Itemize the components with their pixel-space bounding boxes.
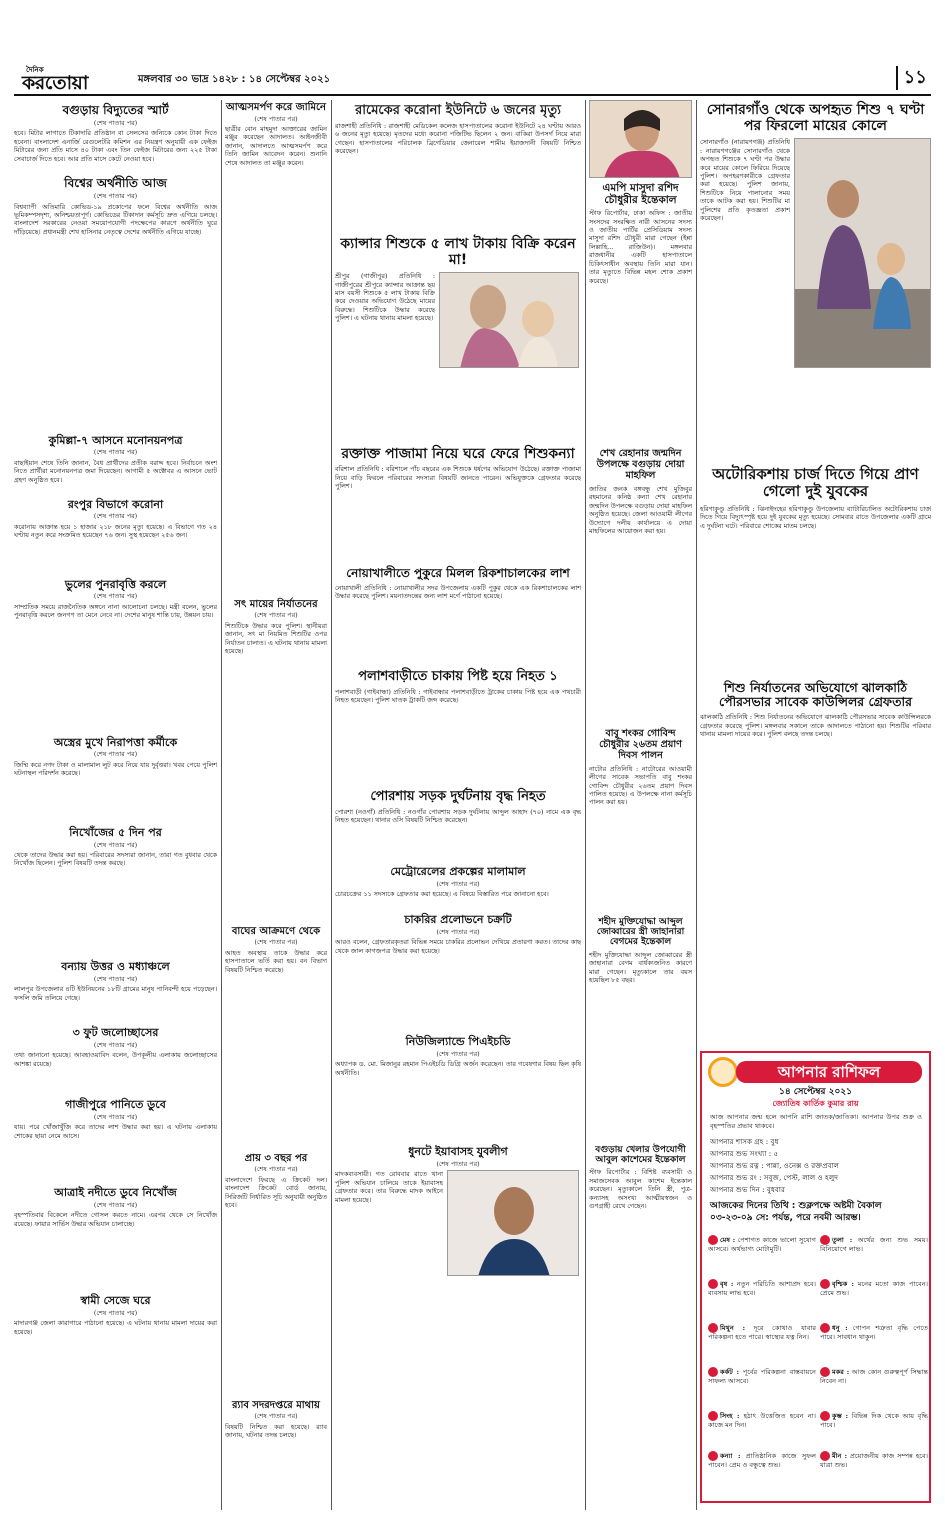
story-body: সোনারগাঁও (নারায়ণগঞ্জ) প্রতিনিধি : নারায়ণগঞ্জের সোনারগাঁও থেকে অপহৃত শিশুকে ৭ ঘণ্টা পর উদ্ধার করে মায়ের কোলে ফিরিয়ে দিয়েছে পুলিশ। অপহরণকারীকে গ্রেফতার করা হয়েছে। পুলিশ জানায়, শিশুটিকে নিয়ে পালানোর সময় তাকে আটক করা হয়। শিশুটির মা পুলিশের প্রতি কৃতজ্ঞতা প্রকাশ করেছেন। bbox=[700, 138, 790, 223]
continued-note: (শেষ পাতার পর) bbox=[93, 974, 138, 983]
headline: এমপি মাসুদা রশিদ চৌধুরীর ইন্তেকাল bbox=[602, 182, 679, 207]
page-number: ১১ bbox=[896, 66, 927, 90]
continued-note: (শেষ পাতার পর) bbox=[254, 1412, 298, 1421]
story-body: বিশ্বব্যাপী অতিমারি কোভিড-১৯ প্রকোপের ফলে বিশ্বের অর্থনীতি আজ ভূমিকম্পসদৃশ্য, অনিশ্চয়তাপূর্ণ। কোভিডের টিকাদান কর্মসূচি দ্রুত এগিয়ে চলছে। বাংলাদেশ সরকারের নেওয়া সময়োপযোগী পদক্ষেপের কারণে অর্থনীতি ঘুরে দাঁড়িয়েছে। প্রধানমন্ত্রী শেখ হাসিনার নেতৃত্বে দেশের অর্থনীতি এগিয়ে যাচ্ছে। bbox=[14, 202, 217, 236]
mother-child-photo bbox=[439, 272, 579, 368]
continued-note: (শেষ পাতার পর) bbox=[93, 192, 138, 201]
logo-daily: দৈনিক bbox=[26, 66, 44, 74]
horoscope-row bbox=[710, 1173, 838, 1183]
story-body: লালপুর উপজেলার ৪টি ইউনিয়নের ১৮টি গ্রামের মানুষ পানিবন্দী হয়ে পড়েছেন। ফসলি জমি তলিয়ে গেছে। bbox=[14, 985, 217, 1002]
story-body: মাদারগঞ্জ জেলা কারাগারে পাঠানো হয়েছে। এ ঘটনায় থানায় মামলা দায়ের করা হয়েছে। bbox=[14, 1319, 217, 1336]
row-value: : বুধবার bbox=[762, 1185, 785, 1194]
leo-icon bbox=[708, 1411, 718, 1421]
row-key: আপনার শুভ রত্ন bbox=[710, 1161, 759, 1170]
headline: মেট্রোরেলের প্রকল্পের মালামাল bbox=[390, 864, 526, 878]
sign-name: বৃষ : bbox=[720, 1280, 734, 1288]
headline: র‌্যাব সদরদপ্তরে মাথায় bbox=[232, 1399, 320, 1411]
headline: রংপুর বিভাগে করোনা bbox=[67, 497, 164, 511]
headline: গাজীপুরে পানিতে ডুবে bbox=[65, 1098, 166, 1112]
sign-name: কুম্ভ : bbox=[832, 1412, 849, 1420]
sign-text: প্রয়োজনীয় কাজ সম্পন্ন হবে। যাত্রা শুভ। bbox=[820, 1452, 928, 1469]
sign-entry bbox=[708, 1279, 816, 1297]
sign-entry bbox=[820, 1367, 928, 1385]
sign-name: মেষ : bbox=[720, 1236, 736, 1244]
sign-name: ধনু : bbox=[832, 1324, 848, 1332]
story-body: রাজশাহী প্রতিনিধি : রাজশাহী মেডিকেল কলেজ হাসপাতালের করোনা ইউনিটে ২৪ ঘণ্টায় আরও ৬ জনের মৃত্যু হয়েছে। মৃতদের মধ্যে করোনা পজিটিভ ছিলেন ২ জন। বাকিরা উপসর্গ নিয়ে মারা গেছেন। হাসপাতালের পরিচালক ব্রিগেডিয়ার জেনারেল শামীম ইয়াজদানী বিষয়টি নিশ্চিত করেছেন। bbox=[335, 121, 581, 156]
headline: শিশু নির্যাতনের অভিযোগে ঝালকাঠি পৌরসভার সাবেক কাউন্সিলর গ্রেফতার bbox=[719, 679, 912, 710]
sign-text: আজ কোন গুরুত্বপূর্ণ সিদ্ধান্ত নিবেন না। bbox=[820, 1368, 928, 1385]
sign-entry bbox=[708, 1367, 816, 1385]
story-body: মাদকব্যবসায়ী। গত রোববার রাতে থানা পুলিশ অভিযান চালিয়ে তাকে ইয়াবাসহ গ্রেফতার করে। তার বিরুদ্ধে মাদক আইনে মামলা হয়েছে। bbox=[335, 1170, 443, 1204]
headline: স্বামী সেজে ঘরে bbox=[80, 1294, 151, 1308]
story-body: জিম্মি করে নগদ টাকা ও মালামাল লুট করে নিয়ে যায় দুর্বৃত্তরা। খবর পেয়ে পুলিশ ঘটনাস্থল পরিদর্শন করেছে। bbox=[14, 760, 217, 778]
story-body: নাটোর প্রতিনিধি : নাটোরের আওয়ামী লীগের সাবেক সভাপতি বাবু শংকর গোবিন্দ চৌধুরীর ২৬তম প্রয়াণ দিবস পালিত হয়েছে। এ উপলক্ষে নানা কর্মসূচি পালন করা হয়। bbox=[589, 764, 692, 807]
continued-note: (শেষ পাতার পর) bbox=[93, 118, 138, 127]
story-body: আরও বলেন, গ্রেফতারকৃতরা বিভিন্ন সময়ে চাকরির প্রলোভন দেখিয়ে প্রতারণা করত। তাদের কাছ থেকে জাল কাগজপত্র উদ্ধার করা হয়েছে। bbox=[335, 938, 581, 955]
story-body: বরিশাল প্রতিনিধি : বরিশালে পাঁচ বছরের এক শিশুকে ধর্ষণের অভিযোগ উঠেছে। রক্তাক্ত পাজামা নিয়ে বাড়ি ফিরলে পরিবারের সদস্যরা বিষয়টি জানতে পারেন। অভিযুক্তকে গ্রেফতার করেছে পুলিশ। bbox=[335, 465, 581, 491]
story-body: সাম্প্রতিক সময়ে রাজনৈতিক অঙ্গনে নানা আলোচনা চলছে। মন্ত্রী বলেন, ভুলের পুনরাবৃত্তি করলে জনগণ তা মেনে নেবে না। দেশের মানুষ শান্তি চায়, উন্নয়ন চায়। bbox=[14, 602, 217, 620]
story-body: ঝালকাঠি প্রতিনিধি : শিশু নির্যাতনের অভিযোগে ঝালকাঠি পৌরসভার সাবেক কাউন্সিলরকে গ্রেফতার করেছে পুলিশ। মঙ্গলবার সকালে তাকে আদালতে পাঠানো হয়। শিশুটির পরিবার থানায় মামলা দায়ের করে। পুলিশ বলছে তদন্ত চলছে। bbox=[700, 713, 931, 739]
story-body: বাছাইয়ান শেষে তিনি জানান, বৈধ প্রার্থীদের প্রতীক বরাদ্দ হবে। নির্বাচনে অংশ নিতে প্রার্থীরা মনোনয়নপত্র জমা দিয়েছেন। আগামী ৫ অক্টোবর এ আসনে ভোট গ্রহণ অনুষ্ঠিত হবে। bbox=[14, 458, 217, 484]
sign-text: হঠাৎ উত্তেজিত হবেন না। কাজে মন দিন। bbox=[708, 1412, 816, 1429]
story-body: পলাশবাড়ী (গাইবান্ধা) প্রতিনিধি : গাইবান্ধার পলাশবাড়ীতে ট্রাকের চাকায় পিষ্ট হয়ে এক পথচারী নিহত হয়েছেন। পুলিশ ঘাতক ট্রাকটি জব্দ করেছে। bbox=[335, 687, 581, 705]
continued-note: (শেষ পাতার পর) bbox=[254, 1165, 298, 1174]
story-body: বিষয়টি নিশ্চিত করা হয়েছে। র‌্যাব জানায়, ঘটনার তদন্ত চলছে। bbox=[225, 1422, 327, 1440]
taurus-icon bbox=[708, 1279, 718, 1289]
story-body: থেকে তাদের উদ্ধার করা হয়। পরিবারের সদস্যরা জানান, তারা গত বুধবার থেকে নিখোঁজ ছিলেন। পুলিশ বিষয়টি তদন্ত করছে। bbox=[14, 850, 217, 868]
mp-portrait-photo bbox=[589, 100, 692, 178]
horoscope-row bbox=[710, 1185, 785, 1195]
headline: আত্রাই নদীতে ডুবে নিখোঁজ bbox=[54, 1186, 177, 1200]
row-key: আপনার শুভ রং bbox=[710, 1173, 757, 1182]
story-body: পোরশা (নওগাঁ) প্রতিনিধি : নওগাঁর পোরশায় সড়ক দুর্ঘটনায় আব্দুল আহাদ (৭০) নামে এক বৃদ্ধ নিহত হয়েছেন। থানার ওসি বিষয়টি নিশ্চিত করেছেন। bbox=[335, 807, 581, 825]
headline: বিশ্বের অর্থনীতি আজ bbox=[64, 176, 167, 191]
headline: ৩ ফুট জলোচ্ছাসের bbox=[72, 1026, 159, 1040]
headline: বাবু শংকর গোবিন্দ চৌধুরীর ২৬তম প্রয়াণ দিবস পালন bbox=[599, 727, 682, 761]
story-body: শহীদ মুক্তিযোদ্ধা আব্দুল জোব্বারের স্ত্রী জাহানারা বেগম বার্ধক্যজনিত কারণে মারা গেছেন। মৃত্যুকালে তার বয়স হয়েছিল ৮৫ বছর। bbox=[589, 950, 692, 985]
sign-entry bbox=[708, 1235, 816, 1253]
row-key: আপনার শুভ দিন bbox=[710, 1185, 760, 1194]
story-body: শ্রীপুর (গাজীপুর) প্রতিনিধি : গাজীপুরের শ্রীপুরে ক্যান্সার আক্রান্ত ছয় মাস বয়সী শিশুকে ৫ লাখ টাকায় বিক্রি করে দেওয়ার অভিযোগ উঠেছে মায়ের বিরুদ্ধে। শিশুটিকে উদ্ধার করেছে পুলিশ। এ ঘটনায় থানায় মামলা হয়েছে। bbox=[335, 272, 435, 323]
horoscope-row bbox=[710, 1161, 839, 1171]
continued-note: (শেষ পাতার পর) bbox=[93, 448, 138, 457]
child-rescue-photo bbox=[794, 138, 931, 368]
headline: প্রায় ৩ বছর পর bbox=[244, 1152, 308, 1164]
continued-note: (শেষ পাতার পর) bbox=[93, 592, 138, 601]
headline: বন্যায় উত্তর ও মধ্যাঞ্চলে bbox=[61, 959, 170, 973]
horoscope-intro: আজ আপনার জন্ম হলে আপনি রাশি জাতক/জাতিকা। আপনার উপর শুক্র ও বৃহস্পতির প্রভাব থাকবে। bbox=[710, 1113, 922, 1130]
continued-note: (শেষ পাতার পর) bbox=[254, 938, 298, 947]
continued-note: (শেষ পাতার পর) bbox=[436, 1159, 480, 1168]
sign-text: পেশাগত কাজে ভালো সুযোগ আসবে। অর্থভাগ্য মোটামুটি। bbox=[708, 1236, 816, 1253]
zodiac-wheel-icon bbox=[708, 1057, 738, 1087]
story-body: বাংলাদেশে ফিরছে এ ক্রিকেট দল। বাংলাদেশ ক্রিকেট বোর্ড জানায়, সিরিজটি নির্ধারিত সূচি অনুযায়ী অনুষ্ঠিত হবে। bbox=[225, 1175, 327, 1210]
row-value: : পান্না, ওনেক্স ও রক্তপ্রবাল bbox=[761, 1161, 840, 1170]
sign-text: প্রাতিষ্ঠানিক কাজে সুফল পাবেন। প্রেম ও বন্ধুত্বে শুভ। bbox=[708, 1452, 816, 1469]
aries-icon bbox=[708, 1235, 718, 1245]
sign-entry bbox=[820, 1323, 928, 1341]
capricorn-icon bbox=[820, 1367, 830, 1377]
story-block bbox=[335, 1170, 581, 1278]
sign-name: বৃশ্চিক : bbox=[832, 1280, 854, 1288]
story-body: যায়। পরে খোঁজাখুঁজি করে তাদের লাশ উদ্ধার করা হয়। এ ঘটনায় এলাকায় শোকের ছায়া নেমে আসে। bbox=[14, 1123, 217, 1140]
headline: অটোরিকশায় চার্জ দিতে গিয়ে প্রাণ গেলো দুই যুবকের bbox=[712, 465, 919, 501]
story-body: নোয়াখালী প্রতিনিধি : নোয়াখালীর সদর উপজেলায় একটি পুকুর থেকে এক রিকশাচালকের লাশ উদ্ধার করেছে পুলিশ। ময়নাতদন্তের জন্য লাশ মর্গে পাঠানো হয়েছে। bbox=[335, 584, 581, 601]
column-rule bbox=[331, 100, 332, 1510]
column-3 bbox=[335, 100, 581, 1510]
column-1 bbox=[14, 100, 217, 1510]
sign-text: দূরে কোথাও যাবার পরিকল্পনা হতে পারে। স্বাস্থ্যের যত্ন নিন। bbox=[708, 1324, 816, 1341]
row-key: আপনার শুভ সংখ্যা bbox=[710, 1149, 767, 1158]
portrait-photo bbox=[447, 1170, 579, 1276]
story-body: জাতির জনক বঙ্গবন্ধু শেখ মুজিবুর রহমানের কনিষ্ঠ কন্যা শেখ রেহানার জন্মদিন উপলক্ষে বগুড়ায় দোয়া মাহফিল অনুষ্ঠিত হয়েছে। জেলা আওয়ামী লীগের উদ্যোগে দলীয় কার্যালয়ে এ দোয়া মাহফিলের আয়োজন করা হয়। bbox=[589, 484, 692, 536]
column-rule bbox=[696, 100, 697, 1510]
tithi-line: আজকের দিনের তিথি : শুক্লপক্ষে অষ্টমী বৈকাল ০৩-২৩-০৯ সে: পর্যন্ত, পরে নবমী আরম্ভ। bbox=[710, 1201, 882, 1223]
headline: বগুড়ায় খেলার উপযোগী আবুল কাশেমের ইন্তেকাল bbox=[595, 1144, 686, 1166]
column-rule bbox=[221, 100, 222, 1510]
sign-text: পূর্বের পরিকল্পনা বাস্তবায়নে সাফল্য আসবে। bbox=[708, 1368, 816, 1385]
headline: সোনারগাঁও থেকে অপহৃত শিশু ৭ ঘণ্টা পর ফিরলো মায়ের কোলে bbox=[706, 102, 925, 135]
story-body: করোনায় আক্রান্ত হয়ে ১ হাজার ২১৮ জনের মৃত্যু হয়েছে। এ বিভাগে গত ২৪ ঘণ্টায় নতুন করে সংক্রমিত হয়েছেন ৭৬ জন। সুস্থ হয়েছেন ২৫৬ জন। bbox=[14, 522, 217, 540]
story-block bbox=[335, 272, 581, 442]
sign-name: মীন : bbox=[832, 1452, 848, 1460]
row-value: : সবুজ, পেস্ট, লাল ও হলুদ bbox=[759, 1173, 838, 1182]
sign-entry bbox=[820, 1235, 928, 1253]
sign-name: তুলা : bbox=[832, 1236, 853, 1244]
horoscope-box bbox=[700, 1051, 931, 1503]
continued-note: (শেষ পাতার পর) bbox=[254, 114, 298, 123]
sign-entry bbox=[820, 1279, 928, 1297]
continued-note: (শেষ পাতার পর) bbox=[436, 1049, 480, 1058]
sign-text: বিভিন্ন দিক থেকে আয় বৃদ্ধি পাবে। bbox=[820, 1412, 928, 1429]
logo-title: করতোয়া bbox=[22, 72, 88, 94]
column-rule bbox=[585, 100, 586, 1510]
row-key: আপনার শাসক গ্রহ bbox=[710, 1137, 764, 1146]
story-body: স্টাফ রিপোর্টার : বিশিষ্ট ব্যবসায়ী ও সমাজসেবক আবুল কাশেম ইন্তেকাল করেছেন। মৃত্যুকালে তিনি স্ত্রী, পুত্র-কন্যাসহ অসংখ্য আত্মীয়স্বজন ও গুণগ্রাহী রেখে গেছেন। bbox=[589, 1168, 692, 1211]
headline: বাঘের আক্রমণে থেকে bbox=[231, 925, 321, 937]
horoscope-date: ১৪ সেপ্টেম্বর ২০২১ bbox=[778, 1087, 852, 1097]
story-body: হবে। মিটার লাগাতে টিকাদারি প্রতিষ্ঠান বা সেলসের জন্যিকে কোন টাকা দিতে হবেনা। বাংলাদেশ এনার্জি রেগুলেটরি কমিশন এর নিয়ন্ত্রণ অনুযায়ী এক ফেইজ মিটারের জন্য প্রতি মাসে ৪০ টাকা এবং তিন ফেইজ মিটারের জন্য ২২৫ টাকা সেবাচার্জ দিতে হবে। আর প্রতি মাসে কেটে নেওয়া হবে। bbox=[14, 129, 217, 163]
story-body: অধ্যাপক ড. মো. মিজানুর রহমান পিএইচডি ডিগ্রি অর্জন করেছেন। তার গবেষণার বিষয় ছিল কৃষি অর্থনীতি। bbox=[335, 1060, 581, 1077]
column-5 bbox=[700, 100, 931, 1048]
horoscope-row bbox=[710, 1137, 778, 1147]
sign-text: মনের মতো কাজ পাবেন। প্রেমে শুভ। bbox=[820, 1280, 928, 1297]
headline: সৎ মায়ের নির্যাতনের bbox=[234, 598, 318, 610]
headline: চাকরির প্রলোভনে চক্রটি bbox=[404, 912, 512, 926]
horoscope-banner: আপনার রাশিফল bbox=[736, 1061, 922, 1083]
continued-note: (শেষ পাতার পর) bbox=[93, 750, 138, 759]
headline: নোয়াখালীতে পুকুরে মিলল রিকশাচালকের লাশ bbox=[346, 566, 570, 581]
column-4 bbox=[589, 100, 692, 1510]
headline: কুমিল্লা-৭ আসনে মনোনয়নপত্র bbox=[48, 433, 183, 447]
headline: রক্তাক্ত পাজামা নিয়ে ঘরে ফেরে শিশুকন্যা bbox=[341, 446, 575, 463]
pisces-icon bbox=[820, 1451, 830, 1461]
continued-note: (শেষ পাতার পর) bbox=[254, 611, 298, 620]
headline: আত্মসমর্পণ করে জামিনে bbox=[225, 102, 327, 113]
headline: শেখ রেহানার জন্মদিন উপলক্ষে বগুড়ায় দোয়া মাহফিল bbox=[596, 448, 685, 481]
newspaper-logo bbox=[22, 66, 132, 94]
headline: পোরশায় সড়ক দুর্ঘটনায় বৃদ্ধ নিহত bbox=[370, 788, 546, 804]
cancer-icon bbox=[708, 1367, 718, 1377]
continued-note: (শেষ পাতার পর) bbox=[93, 1200, 138, 1209]
headline: বগুড়ায় বিদ্যুতের স্মার্ট bbox=[62, 103, 169, 117]
continued-note: (শেষ পাতার পর) bbox=[93, 840, 138, 849]
continued-note: (শেষ পাতার পর) bbox=[93, 1308, 138, 1317]
sign-entry bbox=[820, 1451, 928, 1469]
row-value: : ৫ bbox=[768, 1149, 779, 1158]
story-body: তথ্য জানানো হয়েছে। আবহাওয়াবিদ বলেন, উপকূলীয় এলাকায় জলোচ্ছাসের আশঙ্কা রয়েছে। bbox=[14, 1051, 217, 1068]
virgo-icon bbox=[708, 1451, 718, 1461]
headline: অস্ত্রের মুখে নিরাপত্তা কর্মীকে bbox=[53, 735, 178, 749]
headline: ভুলের পুনরাবৃত্তি করলে bbox=[64, 577, 167, 591]
sign-text: নতুন পরিচিতি আশাপ্রদ হবে। ব্যবসায় লাভ হবে। bbox=[708, 1280, 816, 1297]
sign-name: কর্কট : bbox=[720, 1368, 740, 1376]
masthead bbox=[14, 62, 931, 96]
headline: নিউজিল্যান্ডে পিএইচডি bbox=[405, 1035, 511, 1049]
continued-note: (শেষ পাতার পর) bbox=[93, 1040, 138, 1049]
sign-name: কন্যা : bbox=[720, 1452, 741, 1460]
gemini-icon bbox=[708, 1323, 718, 1333]
sign-name: মিথুন : bbox=[720, 1324, 746, 1332]
story-body: আহত অবস্থায় তাকে উদ্ধার করে হাসপাতালে ভর্তি করা হয়। বন বিভাগ বিষয়টি নিশ্চিত করেছে। bbox=[225, 948, 327, 974]
scorpio-icon bbox=[820, 1279, 830, 1289]
column-2 bbox=[225, 100, 327, 1510]
headline: নিখোঁজের ৫ দিন পর bbox=[69, 825, 162, 839]
sign-entry bbox=[708, 1451, 816, 1469]
libra-icon bbox=[820, 1235, 830, 1245]
continued-note: (শেষ পাতার পর) bbox=[93, 512, 138, 521]
horoscope-row bbox=[710, 1149, 778, 1159]
story-body: ছাত্রীর বোন মাহমুদা আক্তারের জামিন মঞ্জুর করেছেন আদালত। আইনজীবী জানান, আদালতে আত্মসমর্পণ করে তিনি জামিন আবেদন করেন। শুনানি শেষে আদালত তা মঞ্জুর করেন। bbox=[225, 124, 327, 167]
dateline: মঙ্গলবার ৩০ ভাদ্র ১৪২৮ : ১৪ সেপ্টেম্বর ২০২১ bbox=[138, 74, 331, 85]
story-body: স্টাফ রিপোর্টার, ঢাকা অফিস : জাতীয় সংসদের সংরক্ষিত নারী আসনের সদস্য ও জাতীয় পার্টির প্রেসিডিয়াম সদস্য মাসুদা রশিদ চৌধুরী মারা গেছেন (ইন্না লিল্লাহি... রাজিউন)। মঙ্গলবার রাজধানীর একটি হাসপাতালে চিকিৎসাধীন অবস্থায় তিনি মারা যান। তার মৃত্যুতে বিভিন্ন মহল শোক প্রকাশ করেছে। bbox=[589, 209, 692, 285]
headline: রামেকের করোনা ইউনিটে ৬ জনের মৃত্যু bbox=[355, 103, 561, 118]
sign-entry bbox=[708, 1411, 816, 1429]
story-block bbox=[700, 138, 931, 460]
horoscope-author: জ্যোতিষ কার্তিক কুমার রায় bbox=[772, 1099, 859, 1108]
story-body: হরিণাকুণ্ডু প্রতিনিধি : ঝিনাইদহের হরিণাকুণ্ডু উপজেলায় ব্যাটারিচালিত অটোরিকশায় চার্জ দিতে গিয়ে বিদ্যুৎস্পৃষ্ট হয়ে দুই যুবকের মৃত্যু হয়েছে। সোমবার রাতে উপজেলার একটি গ্রামে এ দুর্ঘটনা ঘটে। পরিবারে শোকের মাতম চলছে। bbox=[700, 504, 931, 530]
sign-text: গোপন শত্রুতা বৃদ্ধি পেতে পারে। সাবধান থাকুন। bbox=[820, 1324, 928, 1341]
story-body: শিশুটিকে উদ্ধার করে পুলিশ। স্থানীয়রা জানান, সৎ মা নিয়মিত শিশুটির ওপর নির্যাতন চালাত। এ ঘটনায় থানায় মামলা হয়েছে। bbox=[225, 621, 327, 656]
continued-note: (শেষ পাতার পর) bbox=[93, 1112, 138, 1121]
sagittarius-icon bbox=[820, 1323, 830, 1333]
row-value: : বুধ bbox=[765, 1137, 779, 1146]
headline: ক্যান্সার শিশুকে ৫ লাখ টাকায় বিক্রি করেন মা! bbox=[340, 235, 576, 269]
sign-name: সিংহ : bbox=[720, 1412, 740, 1420]
headline: পলাশবাড়ীতে চাকায় পিষ্ট হয়ে নিহত ১ bbox=[358, 669, 558, 685]
sign-entry bbox=[820, 1411, 928, 1429]
continued-note: (শেষ পাতার পর) bbox=[436, 879, 480, 888]
headline: ধুনটে ইয়াবাসহ যুবলীগ bbox=[408, 1145, 508, 1159]
story-body: বৃহস্পতিবার বিকেলে নদীতে গোসল করতে নামে। এরপর থেকে সে নিখোঁজ রয়েছে। ফায়ার সার্ভিস উদ্ধার অভিযান চালাচ্ছে। bbox=[14, 1211, 217, 1228]
sign-entry bbox=[708, 1323, 816, 1341]
sign-name: মকর : bbox=[832, 1368, 850, 1376]
continued-note: (শেষ পাতার পর) bbox=[436, 927, 480, 936]
story-body: চোরচক্রের ১১ সদস্যকে গ্রেফতার করা হয়েছে। এ বিষয়ে বিস্তারিত পরে জানানো হবে। bbox=[335, 889, 549, 898]
headline: শহীদ মুক্তিযোদ্ধা আব্দুল জোব্বারের স্ত্রী জাহানারা বেগমের ইন্তেকাল bbox=[596, 916, 685, 948]
aquarius-icon bbox=[820, 1411, 830, 1421]
sign-text: অর্থের জন্য শুভ সময়। বিনিয়োগে লাভ। bbox=[820, 1236, 928, 1253]
